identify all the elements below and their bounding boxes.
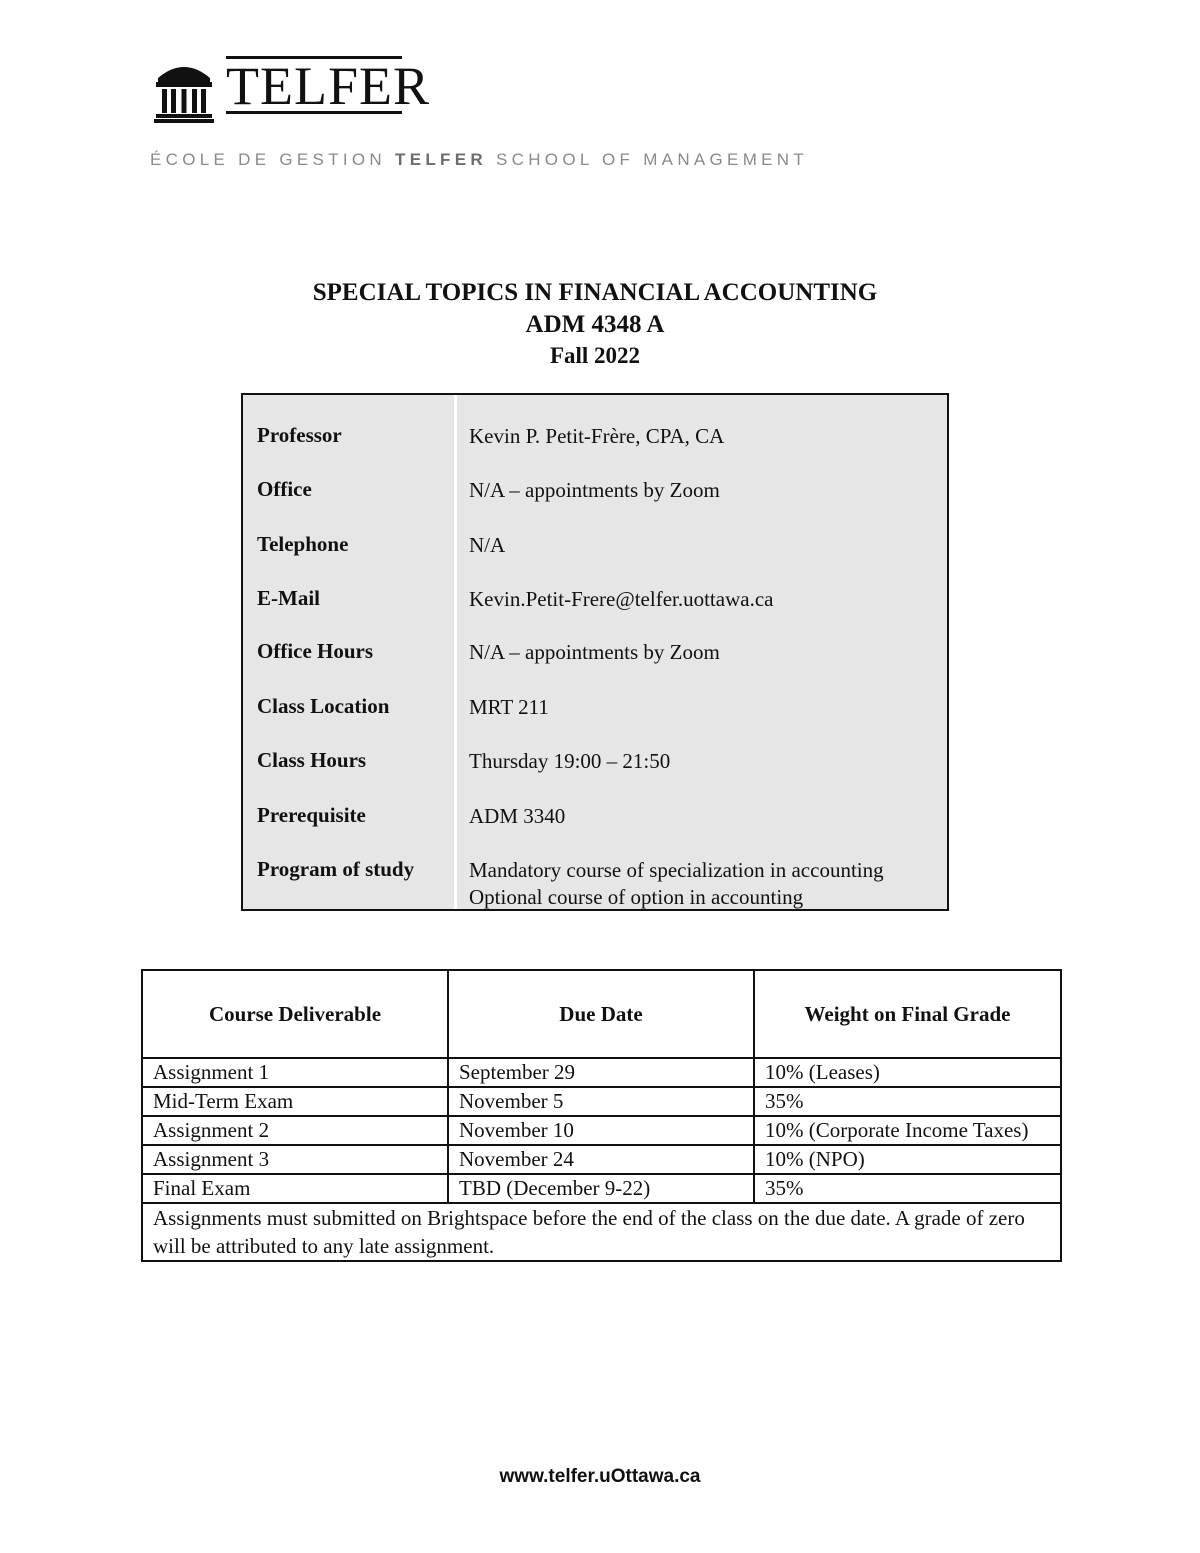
info-label: Program of study [257,857,415,881]
table-row [142,1116,1061,1145]
info-label: Office Hours [257,639,374,663]
header-weight: Weight on Final Grade [754,970,1061,1058]
header-due-date: Due Date [448,970,754,1058]
cell-deliverable: Assignment 1 [142,1058,448,1087]
info-value: N/A [469,533,506,557]
info-value: Thursday 19:00 – 21:50 [469,749,671,773]
cell-deliverable: Assignment 3 [142,1145,448,1174]
info-value: Kevin.Petit-Frere@telfer.uottawa.ca [469,587,774,611]
info-label: Class Hours [257,748,367,772]
tagline-brand: TELFER [395,150,487,169]
course-code: ADM 4348 A [525,311,665,338]
info-label: E-Mail [257,586,320,610]
info-value: MRT 211 [469,695,549,719]
info-label: Prerequisite [257,803,366,827]
tagline-french: ÉCOLE DE GESTION [150,150,387,169]
cell-weight: 10% (Leases) [754,1058,1061,1087]
info-value: ADM 3340 [469,804,566,828]
course-title: SPECIAL TOPICS IN FINANCIAL ACCOUNTING [312,279,878,306]
header-deliverable: Course Deliverable [142,970,448,1058]
building-icon [154,56,214,124]
info-value-multiline [469,857,884,911]
info-label: Office [257,477,312,501]
tagline-english: SCHOOL OF MANAGEMENT [496,150,809,169]
cell-weight: 10% (Corporate Income Taxes) [754,1116,1061,1145]
course-term: Fall 2022 [549,343,641,368]
late-policy-note: Assignments must submitted on Brightspace before the end of the class on the due date. A grade of zero will be attributed to any late assignment. [142,1203,1061,1261]
table-header-row [142,970,1061,1058]
footer-url: www.telfer.uOttawa.ca [499,1466,701,1487]
info-value: Kevin P. Petit-Frère, CPA, CA [469,424,725,448]
grading-table [141,969,1062,1262]
info-value: N/A – appointments by Zoom [469,478,720,502]
course-heading [0,277,1190,371]
cell-weight: 10% (NPO) [754,1145,1061,1174]
cell-due: November 24 [448,1145,754,1174]
info-value: Optional course of option in accounting [469,885,804,909]
table-row [142,1058,1061,1087]
table-row [142,1174,1061,1203]
table-row [142,1145,1061,1174]
table-note-row [142,1203,1061,1261]
info-value: Mandatory course of specialization in accounting [469,858,884,882]
cell-due: TBD (December 9-22) [448,1174,754,1203]
course-info-box [241,393,949,911]
cell-weight: 35% [754,1174,1061,1203]
info-label: Telephone [257,532,349,556]
table-row [142,1087,1061,1116]
cell-due: November 10 [448,1116,754,1145]
school-tagline [150,150,808,170]
info-label: Class Location [257,694,390,718]
cell-weight: 35% [754,1087,1061,1116]
info-value: N/A – appointments by Zoom [469,640,720,664]
info-divider [454,395,457,909]
cell-deliverable: Mid-Term Exam [142,1087,448,1116]
cell-deliverable: Final Exam [142,1174,448,1203]
cell-deliverable: Assignment 2 [142,1116,448,1145]
info-label: Professor [257,423,342,447]
cell-due: September 29 [448,1058,754,1087]
cell-due: November 5 [448,1087,754,1116]
telfer-logo [154,56,430,124]
logo-wordmark: TELFER [226,56,430,116]
